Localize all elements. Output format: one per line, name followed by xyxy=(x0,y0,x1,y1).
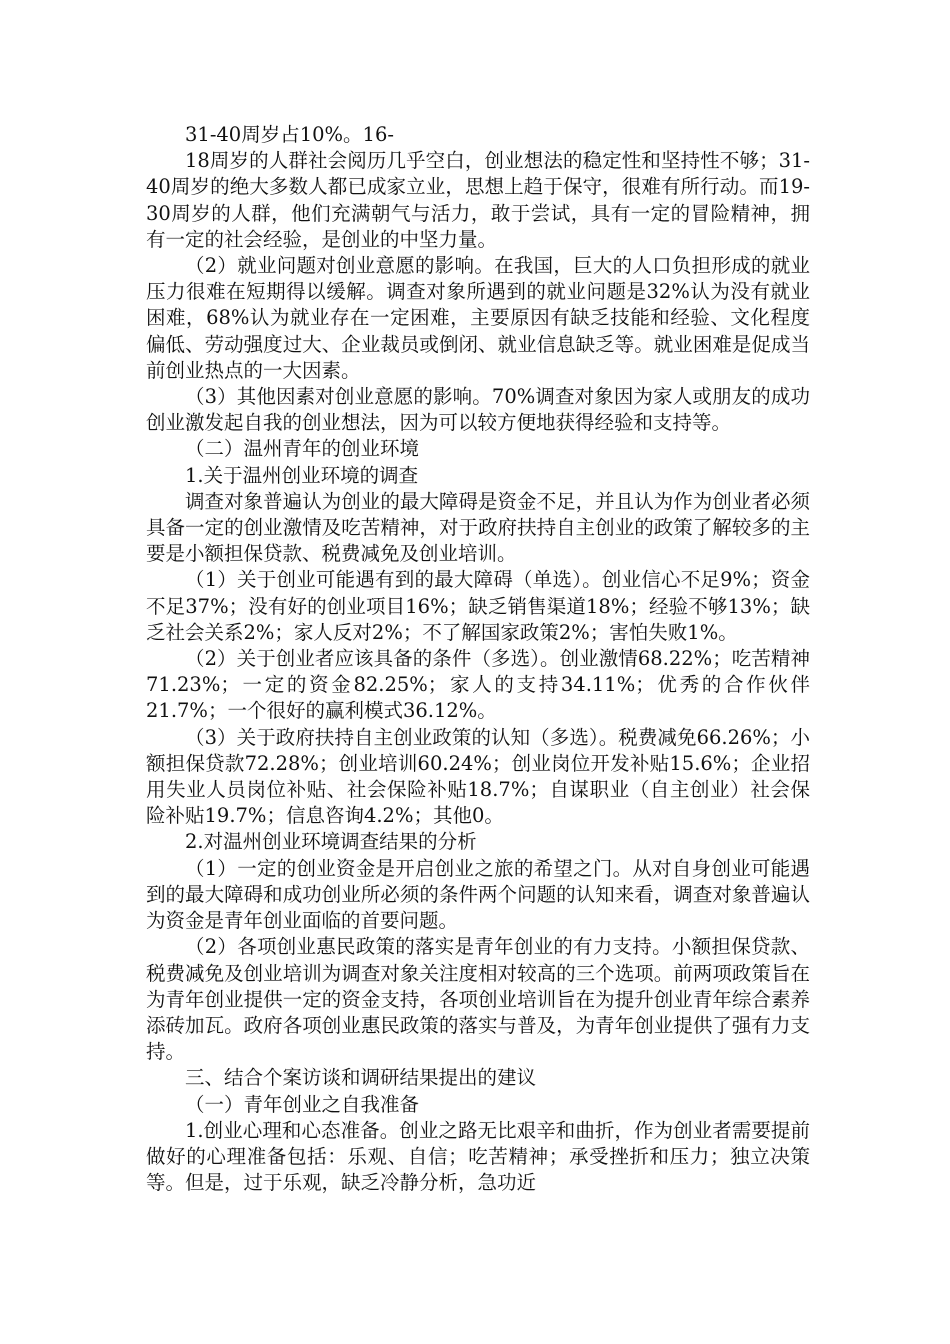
document-body xyxy=(146,122,810,1196)
paragraph-1: 31-40周岁占10%。16- xyxy=(185,123,394,146)
paragraph-2: 18周岁的人群社会阅历几乎空白，创业想法的稳定性和坚持性不够；31-40周岁的绝大多数人都已成家立业，思想上趋于保守，很难有所行动。而19-30周岁的人群，他们充满朝气与活力，敢于尝试，具有一定的冒险精神，拥有一定的社会经验，是创业的中坚力量。 xyxy=(146,149,810,251)
section-heading-3-1: （一）青年创业之自我准备 xyxy=(185,1092,420,1116)
subsection-heading-2: 2.对温州创业环境调查结果的分析 xyxy=(185,830,477,854)
subsection-heading-1: 1.关于温州创业环境的调查 xyxy=(185,463,419,487)
paragraph-11: 1.创业心理和心态准备。创业之路无比艰辛和曲折，作为创业者需要提前做好的心理准备包括：乐观、自信；吃苦精神；承受挫折和压力；独立决策等。但是，过于乐观，缺乏冷静分析，急功近 xyxy=(146,1118,810,1195)
paragraph-7: （2）关于创业者应该具备的条件（多选）。创业激情68.22%；吃苦精神71.23%；一定的资金82.25%；家人的支持34.11%；优秀的合作伙伴21.7%；一个很好的赢利模式36.12%。 xyxy=(146,647,810,723)
paragraph-9: （1）一定的创业资金是开启创业之旅的希望之门。从对自身创业可能遇到的最大障碍和成功创业所必须的条件两个问题的认知来看，调查对象普遍认为资金是青年创业面临的首要问题。 xyxy=(146,856,810,933)
section-heading-2: （二）温州青年的创业环境 xyxy=(185,437,420,461)
paragraph-10: （2）各项创业惠民政策的落实是青年创业的有力支持。小额担保贷款、税费减免及创业培训为调查对象关注度相对较高的三个选项。前两项政策旨在为青年创业提供一定的资金支持，各项创业培训旨在为提升创业青年综合素养添砖加瓦。政府各项创业惠民政策的落实与普及，为青年创业提供了强有力支持。 xyxy=(146,935,810,1064)
paragraph-6: （1）关于创业可能遇有到的最大障碍（单选）。创业信心不足9%；资金不足37%；没有好的创业项目16%；缺乏销售渠道18%；经验不够13%；缺乏社会关系2%；家人反对2%；不了解国家政策2%；害怕失败1%。 xyxy=(146,568,810,644)
paragraph-4: （3）其他因素对创业意愿的影响。70%调查对象因为家人或朋友的成功创业激发起自我的创业想法，因为可以较方便地获得经验和支持等。 xyxy=(146,385,810,435)
paragraph-3: （2）就业问题对创业意愿的影响。在我国，巨大的人口负担形成的就业压力很难在短期得以缓解。调查对象所遇到的就业问题是32%认为没有就业困难，68%认为就业存在一定困难，主要原因有缺乏技能和经验、文化程度偏低、劳动强度过大、企业裁员或倒闭、就业信息缺乏等。就业困难是促成当前创业热点的一大因素。 xyxy=(146,254,810,382)
paragraph-8: （3）关于政府扶持自主创业政策的认知（多选）。税费减免66.26%；小额担保贷款72.28%；创业培训60.24%；创业岗位开发补贴15.6%；企业招用失业人员岗位补贴、社会保险补贴18.7%；自谋职业（自主创业）社会保险补贴19.7%；信息咨询4.2%；其他0。 xyxy=(146,725,810,828)
paragraph-5: 调查对象普遍认为创业的最大障碍是资金不足，并且认为作为创业者必须具备一定的创业激情及吃苦精神，对于政府扶持自主创业的政策了解较多的主要是小额担保贷款、税费减免及创业培训。 xyxy=(146,489,810,566)
section-heading-3: 三、结合个案访谈和调研结果提出的建议 xyxy=(185,1066,537,1090)
